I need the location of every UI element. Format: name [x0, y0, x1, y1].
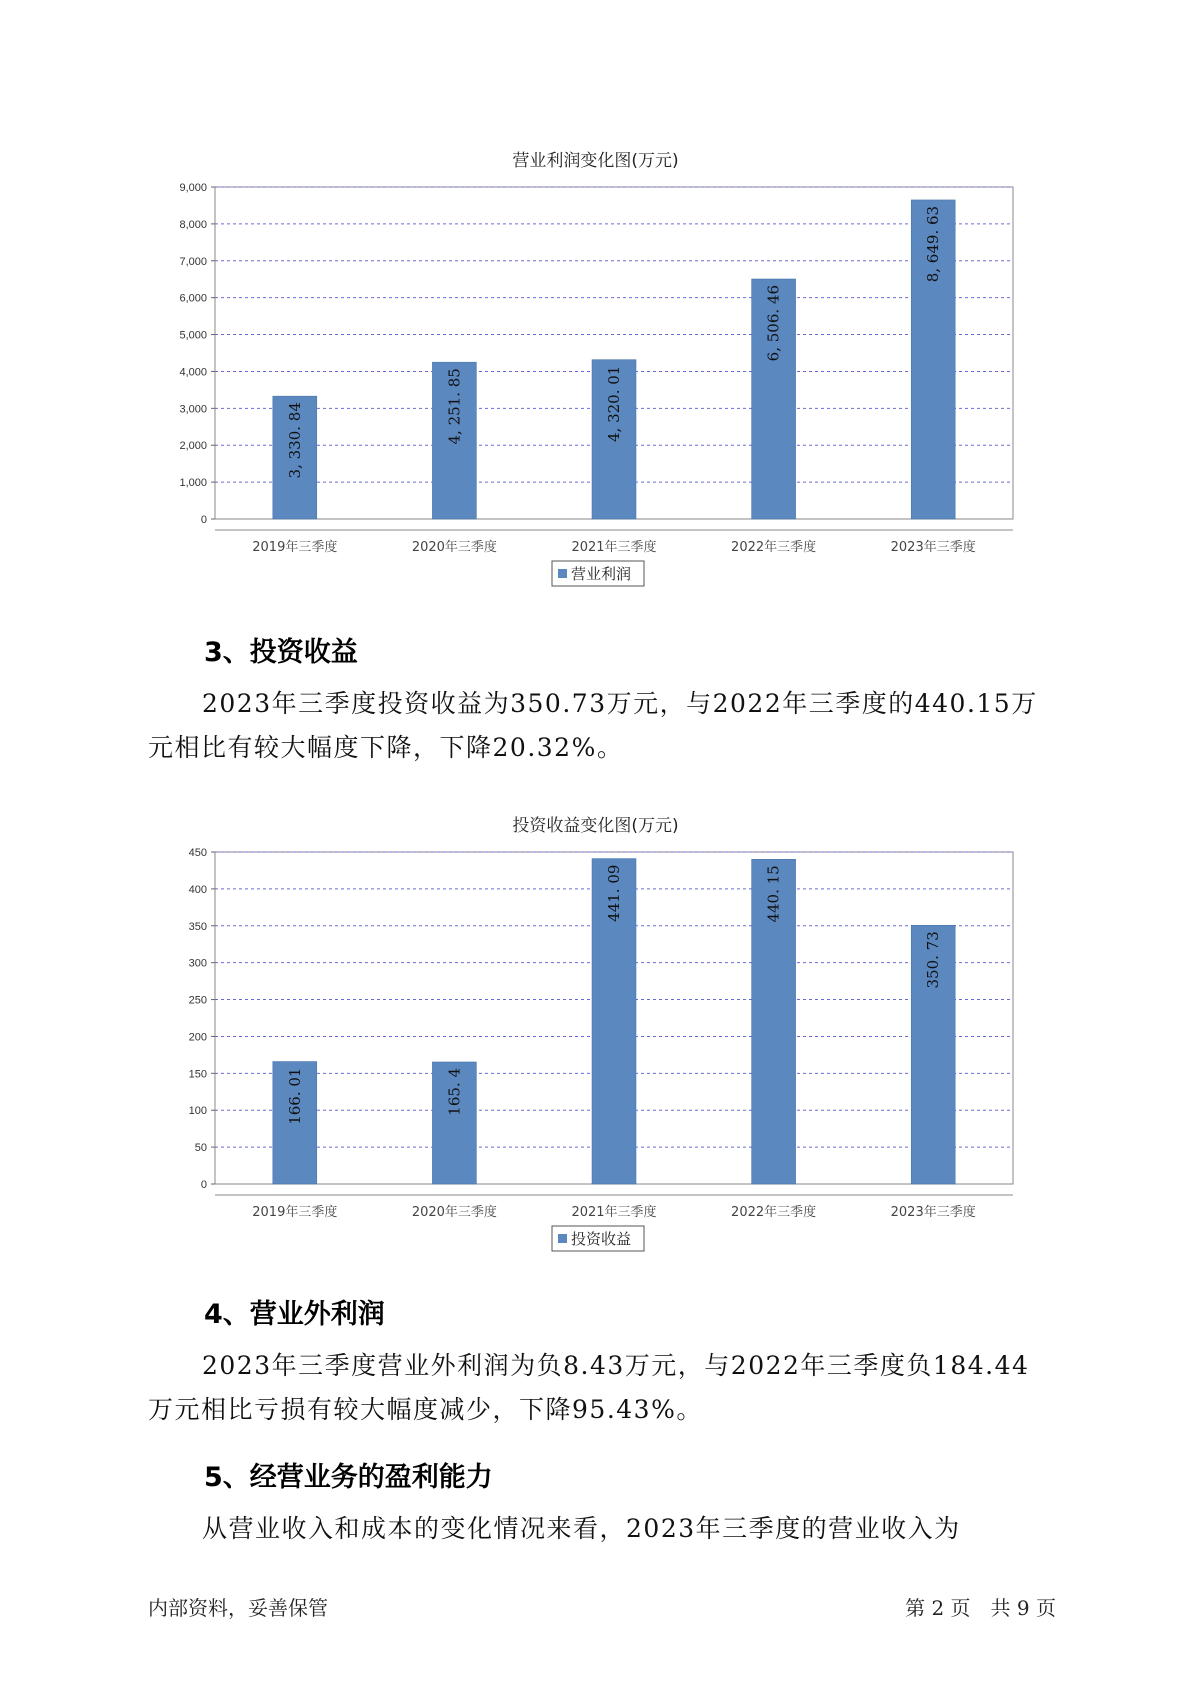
y-tick-label: 350 [188, 920, 207, 933]
legend-label: 营业利润 [571, 565, 632, 583]
bar-value-label: 350. 73 [924, 931, 943, 989]
x-tick-label: 2023年三季度 [890, 1205, 976, 1220]
y-tick-label: 400 [188, 883, 207, 896]
legend-swatch [558, 569, 567, 578]
x-tick-label: 2020年三季度 [411, 540, 497, 555]
y-tick-label: 300 [188, 957, 207, 970]
y-tick-label: 4,000 [179, 366, 207, 379]
legend-swatch [558, 1234, 567, 1243]
x-tick-label: 2021年三季度 [571, 540, 657, 555]
bar-value-label: 166. 01 [285, 1067, 304, 1125]
x-tick-label: 2020年三季度 [411, 1205, 497, 1220]
y-tick-label: 2,000 [179, 440, 207, 453]
footer-confidential-note: 内部资料，妥善保管 [148, 1596, 328, 1620]
investment-income-chart [0, 835, 1191, 1255]
y-tick-label: 250 [188, 994, 207, 1007]
y-tick-label: 200 [188, 1031, 207, 1044]
bar-value-label: 4, 320. 01 [605, 365, 623, 442]
y-tick-label: 450 [188, 847, 207, 859]
bar-value-label: 441. 09 [605, 864, 623, 922]
legend-label: 投资收益 [571, 1230, 632, 1248]
bar-value-label: 4, 251. 85 [445, 368, 464, 445]
y-tick-label: 3,000 [179, 403, 207, 416]
operating-profit-chart [0, 170, 1191, 590]
y-tick-label: 7,000 [179, 255, 207, 268]
y-tick-label: 5,000 [179, 329, 207, 342]
bar-value-label: 6, 506. 46 [764, 284, 783, 362]
section-heading-profitability: 5、经营业务的盈利能力 [204, 1462, 493, 1493]
paragraph-non-operating-profit: 2023年三季度营业外利润为负8.43万元，与2022年三季度负184.44万元相比亏损有较大幅度减少，下降95.43%。 [148, 1351, 1030, 1424]
x-tick-label: 2023年三季度 [890, 540, 976, 555]
y-tick-label: 9,000 [179, 182, 207, 194]
section-heading-non-operating-profit: 4、营业外利润 [204, 1299, 385, 1330]
chart-title-investment-income: 投资收益变化图(万元) [512, 816, 679, 836]
y-tick-label: 50 [194, 1142, 207, 1155]
x-tick-label: 2019年三季度 [252, 1205, 338, 1220]
x-tick-label: 2021年三季度 [571, 1205, 657, 1220]
chart-title-operating-profit: 营业利润变化图(万元) [512, 151, 679, 171]
bar-value-label: 8, 649. 63 [924, 205, 943, 283]
x-tick-label: 2022年三季度 [731, 1205, 817, 1220]
bar-value-label: 165. 4 [445, 1067, 464, 1116]
y-tick-label: 100 [188, 1105, 207, 1118]
y-tick-label: 0 [200, 514, 207, 526]
y-tick-label: 8,000 [179, 218, 207, 231]
paragraph-investment-income: 2023年三季度投资收益为350.73万元，与2022年三季度的440.15万元相比有较大幅度下降，下降20.32%。 [148, 689, 1038, 762]
bar-value-label: 3, 330. 84 [285, 402, 304, 479]
x-tick-label: 2022年三季度 [731, 540, 817, 555]
section-heading-investment-income: 3、投资收益 [204, 637, 358, 668]
paragraph-profitability: 从营业收入和成本的变化情况来看，2023年三季度的营业收入为 [202, 1514, 961, 1543]
bar-value-label: 440. 15 [764, 865, 783, 923]
footer-page-number: 第 2 页 共 9 页 [905, 1596, 1056, 1620]
y-tick-label: 150 [188, 1068, 207, 1081]
x-tick-label: 2019年三季度 [252, 540, 338, 555]
y-tick-label: 1,000 [179, 477, 207, 490]
y-tick-label: 0 [200, 1179, 207, 1191]
y-tick-label: 6,000 [179, 292, 207, 305]
